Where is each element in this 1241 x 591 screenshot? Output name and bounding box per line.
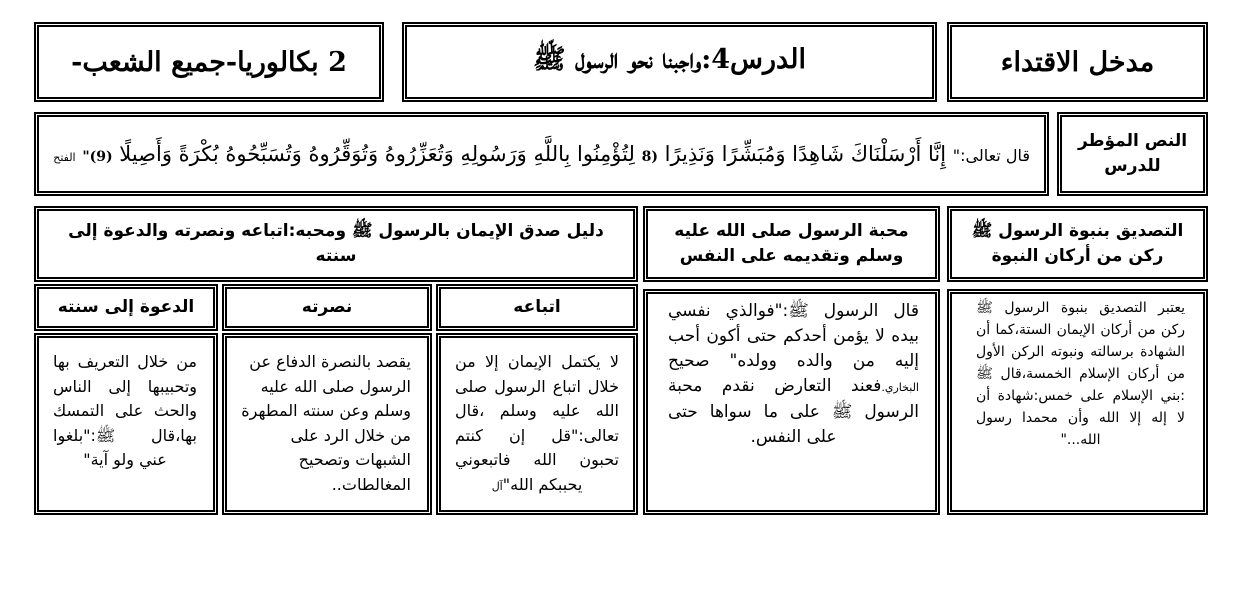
module-title-box	[947, 22, 1208, 102]
framing-label: النص المؤطر للدرس	[1077, 131, 1188, 176]
follow-body-main: لا يكتمل الإيمان إلا من خلال اتباع الرسول صلى الله عليه وسلم ،قال تعالى:"قل إن كنتم تحبون الله فاتبعوني يحببكم الله"	[455, 352, 619, 494]
follow-header	[436, 284, 638, 331]
dawah-title: الدعوة إلى سنته	[57, 297, 195, 317]
module-title: مدخل الاقتداء	[1000, 46, 1155, 78]
level-title-box	[34, 22, 384, 102]
level-title: 2 بكالوريا-جميع الشعب-	[71, 46, 347, 78]
lesson-title-box	[402, 22, 937, 102]
love-body-box	[643, 289, 940, 515]
love-body-source: البخاري.	[881, 381, 919, 394]
dawah-header	[34, 284, 218, 331]
framing-verse	[53, 142, 1030, 166]
prophethood-body-box	[947, 289, 1208, 515]
framing-intro: قال تعالى:"	[952, 146, 1030, 165]
love-body-rest: فعند التعارض نقدم محبة الرسول ﷺ على ما سواها حتى على النفس.	[668, 376, 919, 447]
support-title: نصرته	[301, 297, 353, 317]
love-body-main: قال الرسول ﷺ:"فوالذي نفسي بيده لا يؤمن أحدكم حتى أكون أحب إليه من والده وولده" صحيح	[668, 301, 919, 371]
lesson-title: الدرس4:واجبنا نحو الرسول ﷺ	[533, 44, 806, 75]
framing-label-box	[1057, 112, 1208, 196]
love-header	[643, 206, 940, 282]
dawah-body: من خلال التعريف بها وتحبيبها إلى الناس والحث على التمسك بها،قال ﷺ:"بلغوا عني ولو آية"	[53, 352, 197, 469]
support-body: يقصد بالنصرة الدفاع عن الرسول صلى الله عليه وسلم وعن سنته المطهرة من خلال الرد على الشبهات وتصحيح المغالطات..	[241, 352, 411, 494]
prophethood-body: يعتبر التصديق بنبوة الرسول ﷺ ركن من أركان الإيمان الستة،كما أن الشهادة برسالته ونبوته الركن الأول من أركان الإسلام الخمسة،قال ﷺ :بني الإسلام على خمس:شهادة أن لا إله إلا الله وأن محمدا رسول الله..."	[976, 300, 1185, 448]
evidence-header	[34, 206, 638, 282]
prophethood-title: التصديق بنبوة الرسول ﷺ ركن من أركان النبوة	[971, 221, 1184, 266]
follow-body-source: آل	[491, 479, 503, 493]
follow-body	[455, 350, 619, 499]
dawah-body-box	[34, 333, 218, 515]
support-header	[222, 284, 432, 331]
support-body-box	[222, 333, 432, 515]
prophethood-header	[947, 206, 1208, 282]
verse-number-2: (9)"	[82, 149, 113, 165]
love-body	[668, 299, 919, 450]
framing-verse-box	[34, 112, 1049, 196]
love-title: محبة الرسول صلى الله عليه وسلم وتقديمه على النفس	[674, 221, 909, 266]
verse-part-1: إِنَّا أَرْسَلْنَاكَ شَاهِدًا وَمُبَشِّرًا وَنَذِيرًا	[664, 142, 947, 166]
verse-part-2: لِتُؤْمِنُوا بِاللَّهِ وَرَسُولِهِ وَتُعَزِّرُوهُ وَتُوَقِّرُوهُ وَتُسَبِّحُوهُ بُكْرَةً وَأَصِيلًا	[119, 142, 635, 166]
evidence-title: دليل صدق الإيمان بالرسول ﷺ ومحبه:اتباعه ونصرته والدعوة إلى سنته	[68, 221, 604, 266]
follow-title: اتباعه	[513, 297, 561, 317]
verse-number-1: (8	[641, 149, 658, 165]
verse-source: الفتح	[53, 151, 76, 164]
follow-body-box	[436, 333, 638, 515]
